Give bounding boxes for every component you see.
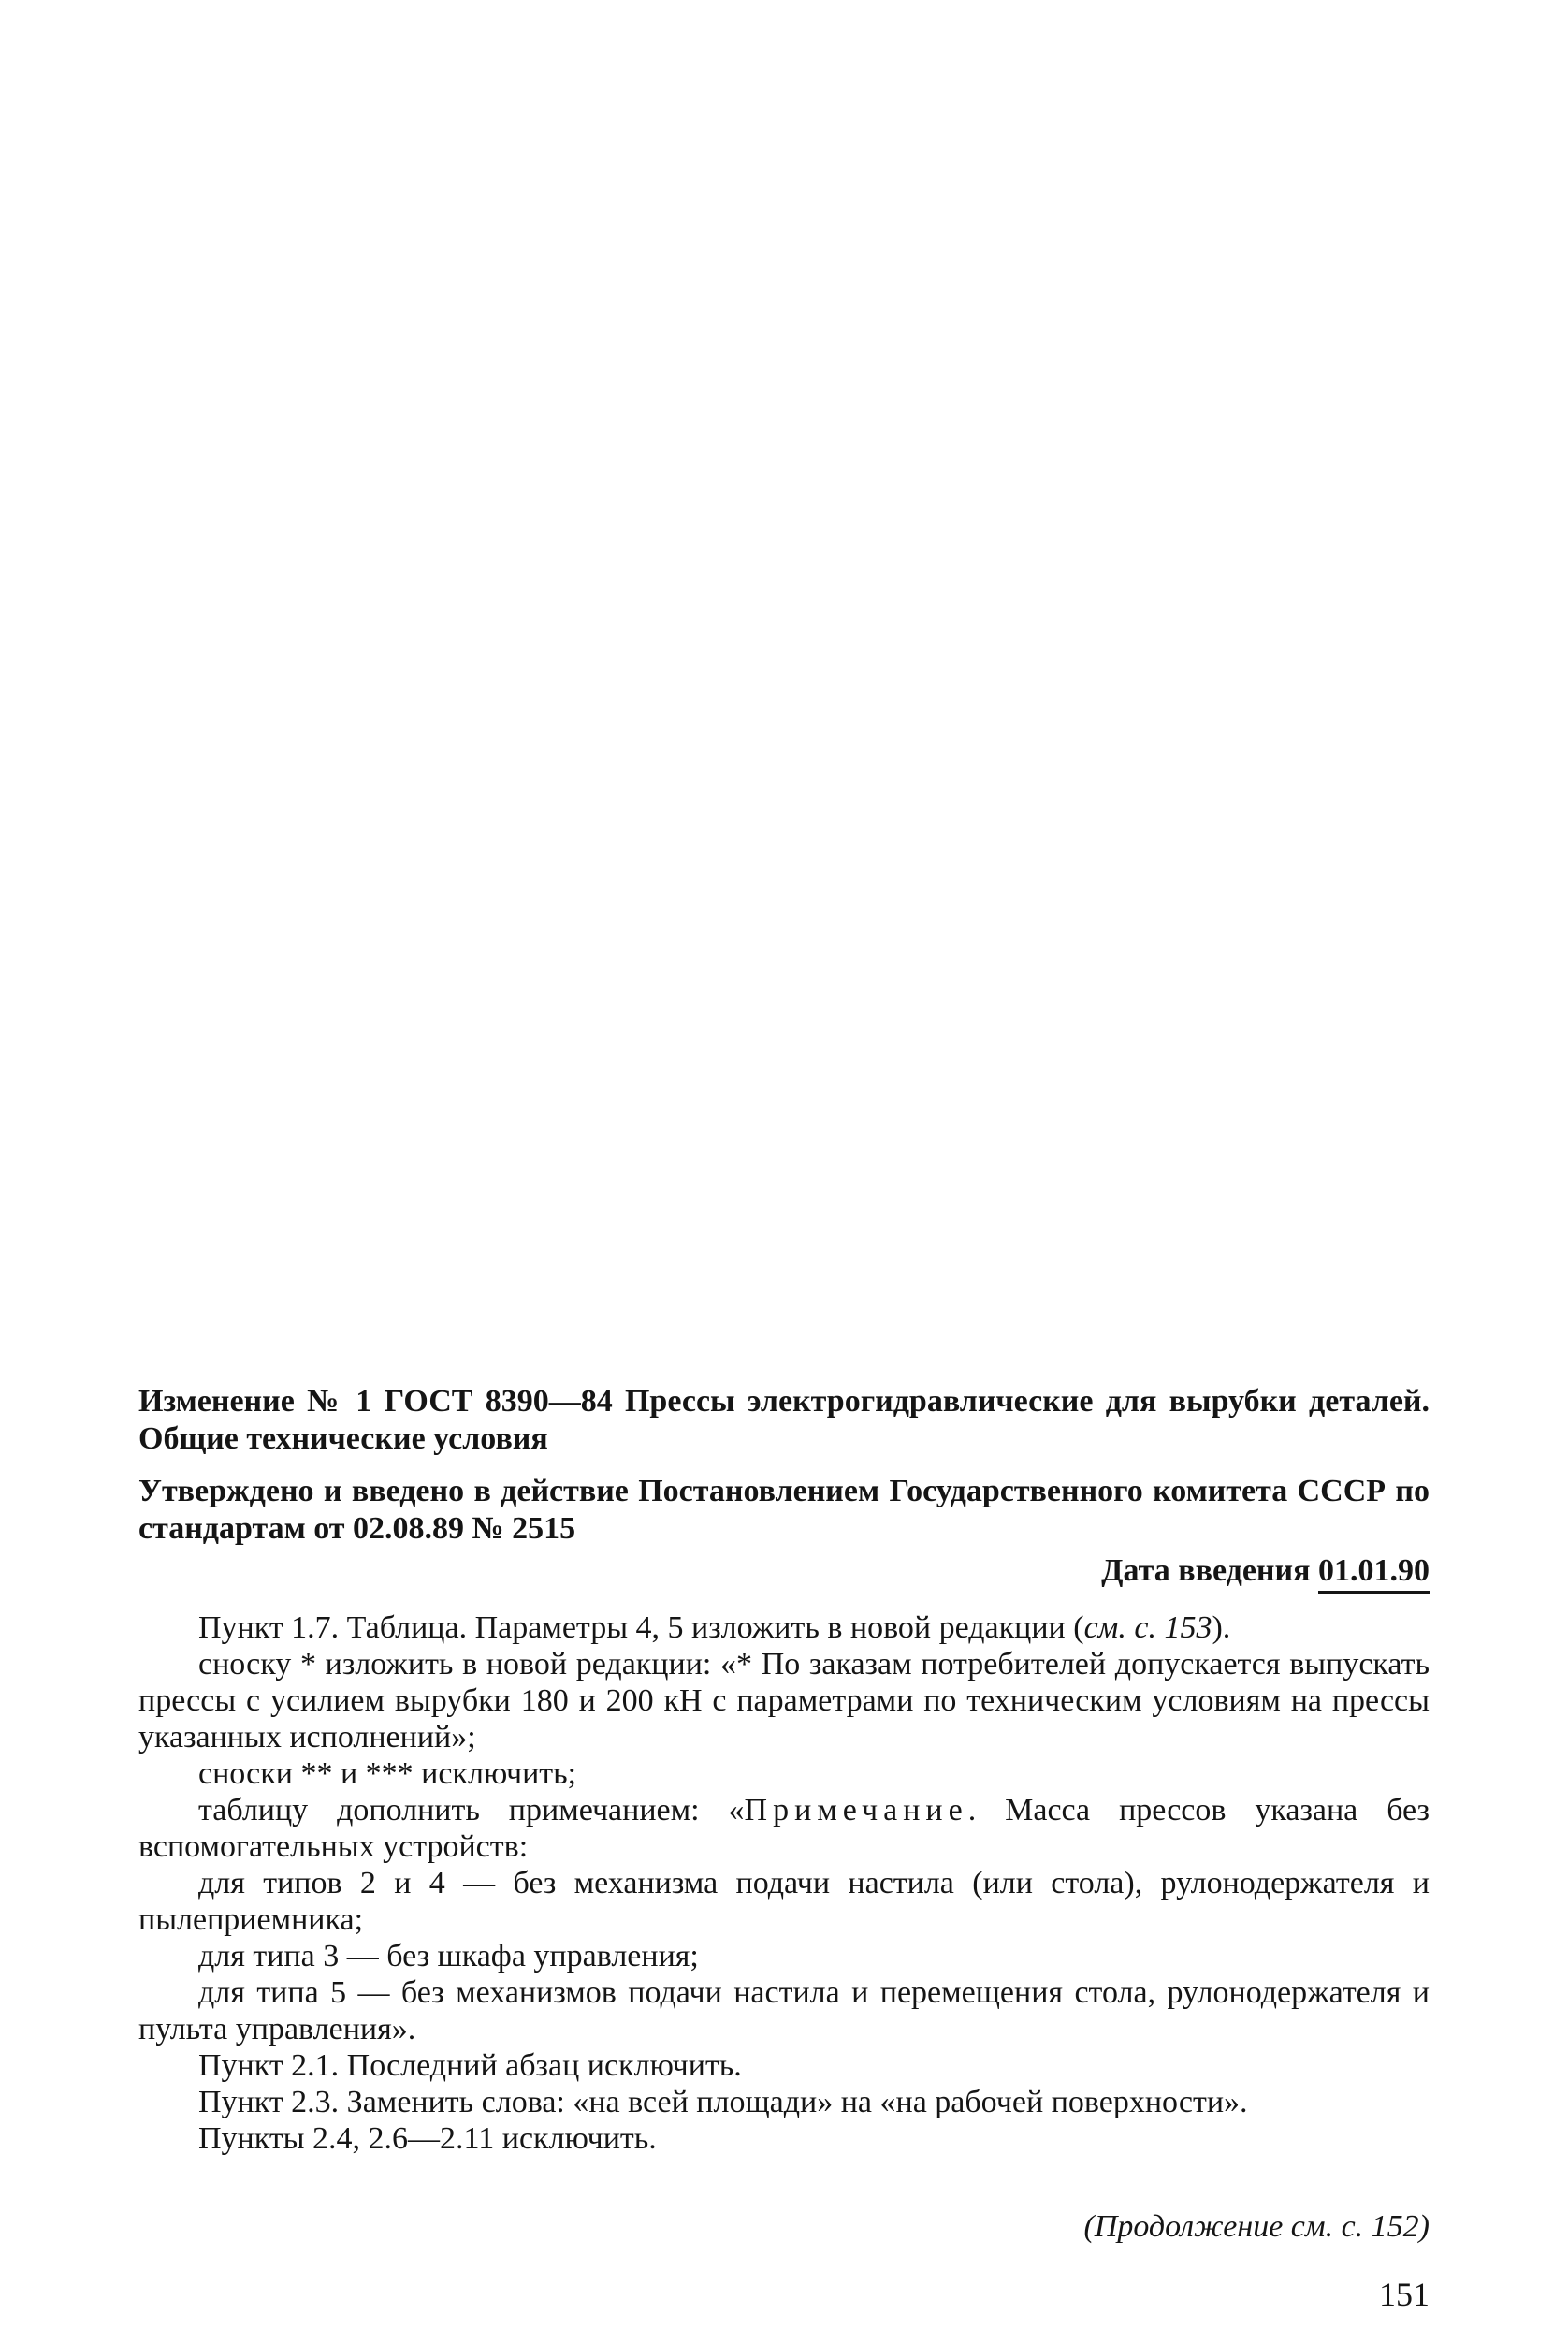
amendment-body [138, 1609, 1430, 2157]
page-number: 151 [1379, 2276, 1430, 2313]
approval-statement: Утверждено и введено в действие Постановлением Государственного комитета СССР по стандартам от 02.08.89 № 2515 [138, 1474, 1430, 1546]
paragraph-footnotes-removed: сноски ** и *** исключить; [198, 1756, 577, 1791]
introduction-date-label: Дата введения [1101, 1553, 1311, 1588]
introduction-date-value: 01.01.90 [1318, 1553, 1430, 1594]
introduction-date [138, 1551, 1430, 1594]
paragraph-table-note: таблицу дополнить примечанием: «Примечание. Масса прессов указана без вспомогательных устройств: [138, 1793, 1430, 1864]
paragraph-type-5: для типа 5 — без механизмов подачи настила и перемещения стола, рулонодержателя и пульта управления». [138, 1975, 1430, 2046]
paragraph-types-2-4: для типов 2 и 4 — без механизма подачи настила (или стола), рулонодержателя и пылеприемника; [138, 1866, 1430, 1937]
page-reference: см. с. 153 [1083, 1610, 1212, 1645]
paragraph-item-2-3: Пункт 2.3. Заменить слова: «на всей площади» на «на рабочей поверхности». [198, 2085, 1248, 2119]
amendment-header [138, 1383, 1430, 1594]
amendment-title: Изменение № 1 ГОСТ 8390—84 Прессы электрогидравлические для вырубки деталей. Общие технические условия [138, 1384, 1430, 1456]
paragraph-items-2-4-2-11: Пункты 2.4, 2.6—2.11 исключить. [198, 2121, 657, 2156]
paragraph-footnote-star: сноску * изложить в новой редакции: «* По заказам потребителей допускается выпускать прессы с усилием вырубки 180 и 200 кН с параметрами по техническим условиям на прессы указанных исполнений»; [138, 1647, 1430, 1754]
paragraph-item-1-7: Пункт 1.7. Таблица. Параметры 4, 5 изложить в новой редакции (см. с. 153). [198, 1610, 1231, 1645]
continuation-note: (Продолжение см. с. 152) [1083, 2209, 1430, 2244]
paragraph-type-3: для типа 3 — без шкафа управления; [198, 1939, 699, 1973]
note-word: Примечание [744, 1793, 968, 1827]
paragraph-item-2-1: Пункт 2.1. Последний абзац исключить. [198, 2048, 742, 2083]
